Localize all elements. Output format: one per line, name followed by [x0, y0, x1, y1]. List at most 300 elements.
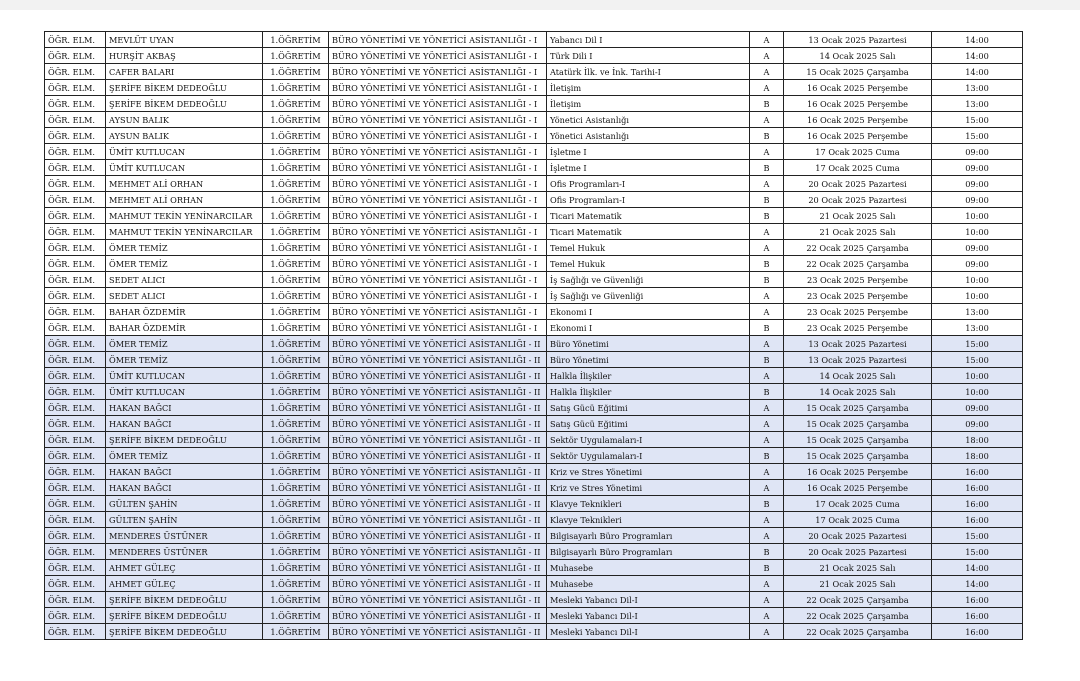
program-cell: BÜRO YÖNETİMİ VE YÖNETİCİ ASİSTANLIĞI - I [329, 272, 547, 288]
exam-time-cell: 10:00 [932, 288, 1023, 304]
instructor-name-cell: MEHMET ALİ ORHAN [106, 176, 263, 192]
course-name-cell: Muhasebe [547, 560, 750, 576]
instructor-title-cell: ÖĞR. ELM. [45, 240, 106, 256]
exam-time-cell: 09:00 [932, 256, 1023, 272]
table-row [45, 160, 1023, 176]
education-type-cell: 1.ÖĞRETİM [263, 128, 329, 144]
group-cell: A [750, 400, 784, 416]
education-type-cell: 1.ÖĞRETİM [263, 96, 329, 112]
program-cell: BÜRO YÖNETİMİ VE YÖNETİCİ ASİSTANLIĞI - I [329, 48, 547, 64]
exam-date-cell: 20 Ocak 2025 Pazartesi [784, 528, 932, 544]
course-name-cell: Halkla İlişkiler [547, 384, 750, 400]
education-type-cell: 1.ÖĞRETİM [263, 512, 329, 528]
exam-time-cell: 10:00 [932, 224, 1023, 240]
course-name-cell: Klavye Teknikleri [547, 496, 750, 512]
program-cell: BÜRO YÖNETİMİ VE YÖNETİCİ ASİSTANLIĞI - I [329, 96, 547, 112]
course-name-cell: Mesleki Yabancı Dil-I [547, 592, 750, 608]
instructor-name-cell: ŞERİFE BİKEM DEDEOĞLU [106, 96, 263, 112]
table-row [45, 224, 1023, 240]
course-name-cell: Mesleki Yabancı Dil-I [547, 608, 750, 624]
exam-date-cell: 23 Ocak 2025 Perşembe [784, 288, 932, 304]
exam-time-cell: 09:00 [932, 176, 1023, 192]
exam-time-cell: 13:00 [932, 320, 1023, 336]
exam-date-cell: 20 Ocak 2025 Pazartesi [784, 176, 932, 192]
instructor-name-cell: MENDERES ÜSTÜNER [106, 544, 263, 560]
education-type-cell: 1.ÖĞRETİM [263, 288, 329, 304]
exam-time-cell: 10:00 [932, 272, 1023, 288]
exam-date-cell: 15 Ocak 2025 Çarşamba [784, 416, 932, 432]
course-name-cell: Satış Gücü Eğitimi [547, 400, 750, 416]
education-type-cell: 1.ÖĞRETİM [263, 208, 329, 224]
instructor-name-cell: GÜLTEN ŞAHİN [106, 496, 263, 512]
course-name-cell: Ekonomi I [547, 320, 750, 336]
program-cell: BÜRO YÖNETİMİ VE YÖNETİCİ ASİSTANLIĞI - I [329, 256, 547, 272]
course-name-cell: Sektör Uygulamaları-I [547, 448, 750, 464]
instructor-name-cell: ÖMER TEMİZ [106, 256, 263, 272]
instructor-title-cell: ÖĞR. ELM. [45, 624, 106, 640]
education-type-cell: 1.ÖĞRETİM [263, 592, 329, 608]
table-row [45, 384, 1023, 400]
program-cell: BÜRO YÖNETİMİ VE YÖNETİCİ ASİSTANLIĞI - II [329, 480, 547, 496]
instructor-title-cell: ÖĞR. ELM. [45, 416, 106, 432]
exam-time-cell: 18:00 [932, 432, 1023, 448]
table-row [45, 272, 1023, 288]
table-row [45, 544, 1023, 560]
instructor-title-cell: ÖĞR. ELM. [45, 592, 106, 608]
instructor-title-cell: ÖĞR. ELM. [45, 512, 106, 528]
education-type-cell: 1.ÖĞRETİM [263, 80, 329, 96]
instructor-title-cell: ÖĞR. ELM. [45, 224, 106, 240]
exam-time-cell: 14:00 [932, 560, 1023, 576]
education-type-cell: 1.ÖĞRETİM [263, 240, 329, 256]
group-cell: B [750, 272, 784, 288]
instructor-title-cell: ÖĞR. ELM. [45, 160, 106, 176]
table-row [45, 144, 1023, 160]
course-name-cell: İşletme I [547, 160, 750, 176]
instructor-name-cell: MEVLÜT UYAN [106, 32, 263, 48]
instructor-title-cell: ÖĞR. ELM. [45, 480, 106, 496]
group-cell: A [750, 304, 784, 320]
instructor-name-cell: AYSUN BALIK [106, 112, 263, 128]
exam-time-cell: 16:00 [932, 592, 1023, 608]
instructor-name-cell: GÜLTEN ŞAHİN [106, 512, 263, 528]
instructor-title-cell: ÖĞR. ELM. [45, 272, 106, 288]
instructor-title-cell: ÖĞR. ELM. [45, 176, 106, 192]
program-cell: BÜRO YÖNETİMİ VE YÖNETİCİ ASİSTANLIĞI - I [329, 240, 547, 256]
program-cell: BÜRO YÖNETİMİ VE YÖNETİCİ ASİSTANLIĞI - II [329, 544, 547, 560]
group-cell: A [750, 112, 784, 128]
education-type-cell: 1.ÖĞRETİM [263, 416, 329, 432]
education-type-cell: 1.ÖĞRETİM [263, 176, 329, 192]
group-cell: B [750, 352, 784, 368]
group-cell: B [750, 256, 784, 272]
instructor-title-cell: ÖĞR. ELM. [45, 496, 106, 512]
table-row [45, 240, 1023, 256]
instructor-title-cell: ÖĞR. ELM. [45, 288, 106, 304]
table-row [45, 176, 1023, 192]
group-cell: A [750, 624, 784, 640]
table-row [45, 576, 1023, 592]
instructor-name-cell: SEDET ALICI [106, 272, 263, 288]
instructor-name-cell: ŞERİFE BİKEM DEDEOĞLU [106, 80, 263, 96]
table-row [45, 80, 1023, 96]
exam-date-cell: 21 Ocak 2025 Salı [784, 560, 932, 576]
exam-date-cell: 13 Ocak 2025 Pazartesi [784, 336, 932, 352]
exam-date-cell: 16 Ocak 2025 Perşembe [784, 464, 932, 480]
program-cell: BÜRO YÖNETİMİ VE YÖNETİCİ ASİSTANLIĞI - I [329, 176, 547, 192]
table-row [45, 32, 1023, 48]
exam-time-cell: 15:00 [932, 528, 1023, 544]
group-cell: A [750, 416, 784, 432]
table-row [45, 288, 1023, 304]
program-cell: BÜRO YÖNETİMİ VE YÖNETİCİ ASİSTANLIĞI - II [329, 592, 547, 608]
group-cell: A [750, 224, 784, 240]
instructor-title-cell: ÖĞR. ELM. [45, 448, 106, 464]
education-type-cell: 1.ÖĞRETİM [263, 560, 329, 576]
exam-date-cell: 22 Ocak 2025 Çarşamba [784, 240, 932, 256]
course-name-cell: Yönetici Asistanlığı [547, 112, 750, 128]
education-type-cell: 1.ÖĞRETİM [263, 304, 329, 320]
instructor-name-cell: AHMET GÜLEÇ [106, 576, 263, 592]
exam-time-cell: 18:00 [932, 448, 1023, 464]
education-type-cell: 1.ÖĞRETİM [263, 432, 329, 448]
group-cell: A [750, 608, 784, 624]
instructor-title-cell: ÖĞR. ELM. [45, 32, 106, 48]
exam-time-cell: 14:00 [932, 64, 1023, 80]
program-cell: BÜRO YÖNETİMİ VE YÖNETİCİ ASİSTANLIĞI - II [329, 432, 547, 448]
table-row [45, 48, 1023, 64]
exam-date-cell: 16 Ocak 2025 Perşembe [784, 96, 932, 112]
instructor-title-cell: ÖĞR. ELM. [45, 336, 106, 352]
table-row [45, 336, 1023, 352]
exam-time-cell: 16:00 [932, 480, 1023, 496]
exam-time-cell: 14:00 [932, 48, 1023, 64]
exam-date-cell: 21 Ocak 2025 Salı [784, 224, 932, 240]
course-name-cell: İş Sağlığı ve Güvenliği [547, 288, 750, 304]
table-row [45, 304, 1023, 320]
program-cell: BÜRO YÖNETİMİ VE YÖNETİCİ ASİSTANLIĞI - II [329, 512, 547, 528]
education-type-cell: 1.ÖĞRETİM [263, 336, 329, 352]
course-name-cell: Türk Dili I [547, 48, 750, 64]
instructor-name-cell: AYSUN BALIK [106, 128, 263, 144]
instructor-title-cell: ÖĞR. ELM. [45, 320, 106, 336]
group-cell: B [750, 320, 784, 336]
education-type-cell: 1.ÖĞRETİM [263, 368, 329, 384]
exam-time-cell: 15:00 [932, 544, 1023, 560]
education-type-cell: 1.ÖĞRETİM [263, 384, 329, 400]
exam-date-cell: 17 Ocak 2025 Cuma [784, 496, 932, 512]
group-cell: B [750, 560, 784, 576]
course-name-cell: Klavye Teknikleri [547, 512, 750, 528]
exam-date-cell: 17 Ocak 2025 Cuma [784, 160, 932, 176]
course-name-cell: Sektör Uygulamaları-I [547, 432, 750, 448]
table-row [45, 208, 1023, 224]
group-cell: A [750, 576, 784, 592]
education-type-cell: 1.ÖĞRETİM [263, 192, 329, 208]
instructor-name-cell: ŞERİFE BİKEM DEDEOĞLU [106, 592, 263, 608]
program-cell: BÜRO YÖNETİMİ VE YÖNETİCİ ASİSTANLIĞI - I [329, 32, 547, 48]
course-name-cell: İş Sağlığı ve Güvenliği [547, 272, 750, 288]
exam-time-cell: 15:00 [932, 112, 1023, 128]
education-type-cell: 1.ÖĞRETİM [263, 624, 329, 640]
exam-time-cell: 14:00 [932, 576, 1023, 592]
course-name-cell: Satış Gücü Eğitimi [547, 416, 750, 432]
instructor-title-cell: ÖĞR. ELM. [45, 48, 106, 64]
instructor-title-cell: ÖĞR. ELM. [45, 400, 106, 416]
exam-time-cell: 15:00 [932, 336, 1023, 352]
exam-time-cell: 10:00 [932, 368, 1023, 384]
exam-date-cell: 23 Ocak 2025 Perşembe [784, 272, 932, 288]
group-cell: B [750, 192, 784, 208]
group-cell: A [750, 336, 784, 352]
exam-time-cell: 15:00 [932, 128, 1023, 144]
exam-date-cell: 15 Ocak 2025 Çarşamba [784, 64, 932, 80]
program-cell: BÜRO YÖNETİMİ VE YÖNETİCİ ASİSTANLIĞI - I [329, 80, 547, 96]
group-cell: A [750, 432, 784, 448]
exam-date-cell: 23 Ocak 2025 Perşembe [784, 304, 932, 320]
exam-date-cell: 15 Ocak 2025 Çarşamba [784, 400, 932, 416]
table-row [45, 448, 1023, 464]
program-cell: BÜRO YÖNETİMİ VE YÖNETİCİ ASİSTANLIĞI - I [329, 192, 547, 208]
program-cell: BÜRO YÖNETİMİ VE YÖNETİCİ ASİSTANLIĞI - I [329, 304, 547, 320]
education-type-cell: 1.ÖĞRETİM [263, 112, 329, 128]
table-row [45, 512, 1023, 528]
group-cell: A [750, 80, 784, 96]
course-name-cell: Kriz ve Stres Yönetimi [547, 480, 750, 496]
education-type-cell: 1.ÖĞRETİM [263, 608, 329, 624]
table-row [45, 368, 1023, 384]
program-cell: BÜRO YÖNETİMİ VE YÖNETİCİ ASİSTANLIĞI - I [329, 320, 547, 336]
exam-date-cell: 15 Ocak 2025 Çarşamba [784, 432, 932, 448]
table-row [45, 624, 1023, 640]
education-type-cell: 1.ÖĞRETİM [263, 576, 329, 592]
program-cell: BÜRO YÖNETİMİ VE YÖNETİCİ ASİSTANLIĞI - I [329, 160, 547, 176]
group-cell: A [750, 592, 784, 608]
instructor-name-cell: HAKAN BAĞCI [106, 480, 263, 496]
course-name-cell: İşletme I [547, 144, 750, 160]
table-row [45, 112, 1023, 128]
education-type-cell: 1.ÖĞRETİM [263, 272, 329, 288]
program-cell: BÜRO YÖNETİMİ VE YÖNETİCİ ASİSTANLIĞI - II [329, 560, 547, 576]
program-cell: BÜRO YÖNETİMİ VE YÖNETİCİ ASİSTANLIĞI - II [329, 624, 547, 640]
instructor-name-cell: ŞERİFE BİKEM DEDEOĞLU [106, 608, 263, 624]
table-row [45, 528, 1023, 544]
program-cell: BÜRO YÖNETİMİ VE YÖNETİCİ ASİSTANLIĞI - I [329, 288, 547, 304]
exam-time-cell: 16:00 [932, 608, 1023, 624]
education-type-cell: 1.ÖĞRETİM [263, 48, 329, 64]
education-type-cell: 1.ÖĞRETİM [263, 32, 329, 48]
program-cell: BÜRO YÖNETİMİ VE YÖNETİCİ ASİSTANLIĞI - II [329, 352, 547, 368]
instructor-title-cell: ÖĞR. ELM. [45, 576, 106, 592]
exam-time-cell: 09:00 [932, 400, 1023, 416]
course-name-cell: Büro Yönetimi [547, 352, 750, 368]
education-type-cell: 1.ÖĞRETİM [263, 544, 329, 560]
instructor-name-cell: ŞERİFE BİKEM DEDEOĞLU [106, 432, 263, 448]
exam-time-cell: 16:00 [932, 512, 1023, 528]
exam-time-cell: 10:00 [932, 384, 1023, 400]
group-cell: B [750, 496, 784, 512]
instructor-name-cell: ÜMİT KUTLUCAN [106, 368, 263, 384]
course-name-cell: Halkla İlişkiler [547, 368, 750, 384]
course-name-cell: Bilgisayarlı Büro Programları [547, 544, 750, 560]
table-row [45, 480, 1023, 496]
exam-date-cell: 16 Ocak 2025 Perşembe [784, 128, 932, 144]
course-name-cell: İletişim [547, 96, 750, 112]
exam-date-cell: 14 Ocak 2025 Salı [784, 368, 932, 384]
course-name-cell: Temel Hukuk [547, 256, 750, 272]
instructor-name-cell: CAFER BALARI [106, 64, 263, 80]
instructor-title-cell: ÖĞR. ELM. [45, 128, 106, 144]
table-row [45, 464, 1023, 480]
exam-date-cell: 22 Ocak 2025 Çarşamba [784, 608, 932, 624]
instructor-title-cell: ÖĞR. ELM. [45, 528, 106, 544]
program-cell: BÜRO YÖNETİMİ VE YÖNETİCİ ASİSTANLIĞI - I [329, 208, 547, 224]
instructor-title-cell: ÖĞR. ELM. [45, 608, 106, 624]
course-name-cell: Mesleki Yabancı Dil-I [547, 624, 750, 640]
exam-date-cell: 13 Ocak 2025 Pazartesi [784, 352, 932, 368]
exam-date-cell: 22 Ocak 2025 Çarşamba [784, 256, 932, 272]
exam-date-cell: 15 Ocak 2025 Çarşamba [784, 448, 932, 464]
program-cell: BÜRO YÖNETİMİ VE YÖNETİCİ ASİSTANLIĞI - II [329, 384, 547, 400]
education-type-cell: 1.ÖĞRETİM [263, 352, 329, 368]
group-cell: A [750, 464, 784, 480]
instructor-name-cell: ÜMİT KUTLUCAN [106, 160, 263, 176]
course-name-cell: Atatürk İlk. ve İnk. Tarihi-I [547, 64, 750, 80]
instructor-name-cell: MAHMUT TEKİN YENİNARCILAR [106, 224, 263, 240]
table-row [45, 432, 1023, 448]
instructor-name-cell: ÖMER TEMİZ [106, 336, 263, 352]
table-row [45, 192, 1023, 208]
exam-schedule-table [44, 31, 1023, 640]
table-row [45, 256, 1023, 272]
program-cell: BÜRO YÖNETİMİ VE YÖNETİCİ ASİSTANLIĞI - I [329, 144, 547, 160]
education-type-cell: 1.ÖĞRETİM [263, 160, 329, 176]
instructor-title-cell: ÖĞR. ELM. [45, 544, 106, 560]
group-cell: B [750, 384, 784, 400]
group-cell: A [750, 240, 784, 256]
program-cell: BÜRO YÖNETİMİ VE YÖNETİCİ ASİSTANLIĞI - II [329, 336, 547, 352]
instructor-name-cell: ÜMİT KUTLUCAN [106, 384, 263, 400]
exam-date-cell: 23 Ocak 2025 Perşembe [784, 320, 932, 336]
education-type-cell: 1.ÖĞRETİM [263, 224, 329, 240]
exam-time-cell: 16:00 [932, 464, 1023, 480]
program-cell: BÜRO YÖNETİMİ VE YÖNETİCİ ASİSTANLIĞI - II [329, 608, 547, 624]
exam-date-cell: 16 Ocak 2025 Perşembe [784, 80, 932, 96]
exam-date-cell: 22 Ocak 2025 Çarşamba [784, 592, 932, 608]
instructor-name-cell: BAHAR ÖZDEMİR [106, 320, 263, 336]
group-cell: B [750, 208, 784, 224]
instructor-title-cell: ÖĞR. ELM. [45, 560, 106, 576]
exam-date-cell: 22 Ocak 2025 Çarşamba [784, 624, 932, 640]
instructor-title-cell: ÖĞR. ELM. [45, 144, 106, 160]
viewer-top-bar [0, 0, 1080, 10]
instructor-name-cell: HAKAN BAĞCI [106, 416, 263, 432]
group-cell: A [750, 48, 784, 64]
exam-time-cell: 14:00 [932, 32, 1023, 48]
exam-date-cell: 17 Ocak 2025 Cuma [784, 144, 932, 160]
program-cell: BÜRO YÖNETİMİ VE YÖNETİCİ ASİSTANLIĞI - I [329, 128, 547, 144]
course-name-cell: Temel Hukuk [547, 240, 750, 256]
course-name-cell: Yönetici Asistanlığı [547, 128, 750, 144]
exam-time-cell: 09:00 [932, 160, 1023, 176]
education-type-cell: 1.ÖĞRETİM [263, 464, 329, 480]
instructor-title-cell: ÖĞR. ELM. [45, 208, 106, 224]
table-row [45, 400, 1023, 416]
exam-time-cell: 13:00 [932, 96, 1023, 112]
exam-date-cell: 14 Ocak 2025 Salı [784, 384, 932, 400]
instructor-name-cell: MENDERES ÜSTÜNER [106, 528, 263, 544]
course-name-cell: Ofis Programları-I [547, 176, 750, 192]
instructor-title-cell: ÖĞR. ELM. [45, 304, 106, 320]
program-cell: BÜRO YÖNETİMİ VE YÖNETİCİ ASİSTANLIĞI - II [329, 448, 547, 464]
instructor-title-cell: ÖĞR. ELM. [45, 464, 106, 480]
exam-date-cell: 16 Ocak 2025 Perşembe [784, 112, 932, 128]
exam-schedule-body [45, 32, 1023, 640]
instructor-name-cell: HURŞİT AKBAŞ [106, 48, 263, 64]
course-name-cell: Yabancı Dil I [547, 32, 750, 48]
instructor-name-cell: MEHMET ALİ ORHAN [106, 192, 263, 208]
program-cell: BÜRO YÖNETİMİ VE YÖNETİCİ ASİSTANLIĞI - II [329, 368, 547, 384]
exam-time-cell: 13:00 [932, 80, 1023, 96]
instructor-title-cell: ÖĞR. ELM. [45, 96, 106, 112]
instructor-name-cell: BAHAR ÖZDEMİR [106, 304, 263, 320]
table-row [45, 352, 1023, 368]
course-name-cell: Muhasebe [547, 576, 750, 592]
group-cell: A [750, 144, 784, 160]
group-cell: A [750, 32, 784, 48]
course-name-cell: Ticari Matematik [547, 224, 750, 240]
group-cell: A [750, 368, 784, 384]
education-type-cell: 1.ÖĞRETİM [263, 320, 329, 336]
group-cell: A [750, 480, 784, 496]
education-type-cell: 1.ÖĞRETİM [263, 64, 329, 80]
education-type-cell: 1.ÖĞRETİM [263, 256, 329, 272]
instructor-title-cell: ÖĞR. ELM. [45, 80, 106, 96]
program-cell: BÜRO YÖNETİMİ VE YÖNETİCİ ASİSTANLIĞI - II [329, 528, 547, 544]
exam-time-cell: 09:00 [932, 240, 1023, 256]
course-name-cell: Ticari Matematik [547, 208, 750, 224]
exam-time-cell: 13:00 [932, 304, 1023, 320]
table-row [45, 320, 1023, 336]
course-name-cell: İletişim [547, 80, 750, 96]
instructor-name-cell: ÖMER TEMİZ [106, 352, 263, 368]
instructor-title-cell: ÖĞR. ELM. [45, 192, 106, 208]
group-cell: A [750, 64, 784, 80]
instructor-name-cell: SEDET ALICI [106, 288, 263, 304]
exam-time-cell: 16:00 [932, 496, 1023, 512]
program-cell: BÜRO YÖNETİMİ VE YÖNETİCİ ASİSTANLIĞI - II [329, 400, 547, 416]
group-cell: B [750, 128, 784, 144]
table-row [45, 128, 1023, 144]
instructor-title-cell: ÖĞR. ELM. [45, 432, 106, 448]
exam-date-cell: 17 Ocak 2025 Cuma [784, 512, 932, 528]
instructor-name-cell: HAKAN BAĞCI [106, 400, 263, 416]
instructor-title-cell: ÖĞR. ELM. [45, 112, 106, 128]
program-cell: BÜRO YÖNETİMİ VE YÖNETİCİ ASİSTANLIĞI - I [329, 224, 547, 240]
table-row [45, 96, 1023, 112]
instructor-name-cell: ÖMER TEMİZ [106, 448, 263, 464]
instructor-name-cell: HAKAN BAĞCI [106, 464, 263, 480]
table-row [45, 64, 1023, 80]
group-cell: B [750, 160, 784, 176]
group-cell: A [750, 176, 784, 192]
group-cell: B [750, 544, 784, 560]
group-cell: A [750, 528, 784, 544]
table-row [45, 592, 1023, 608]
table-row [45, 416, 1023, 432]
course-name-cell: Ofis Programları-I [547, 192, 750, 208]
instructor-title-cell: ÖĞR. ELM. [45, 384, 106, 400]
